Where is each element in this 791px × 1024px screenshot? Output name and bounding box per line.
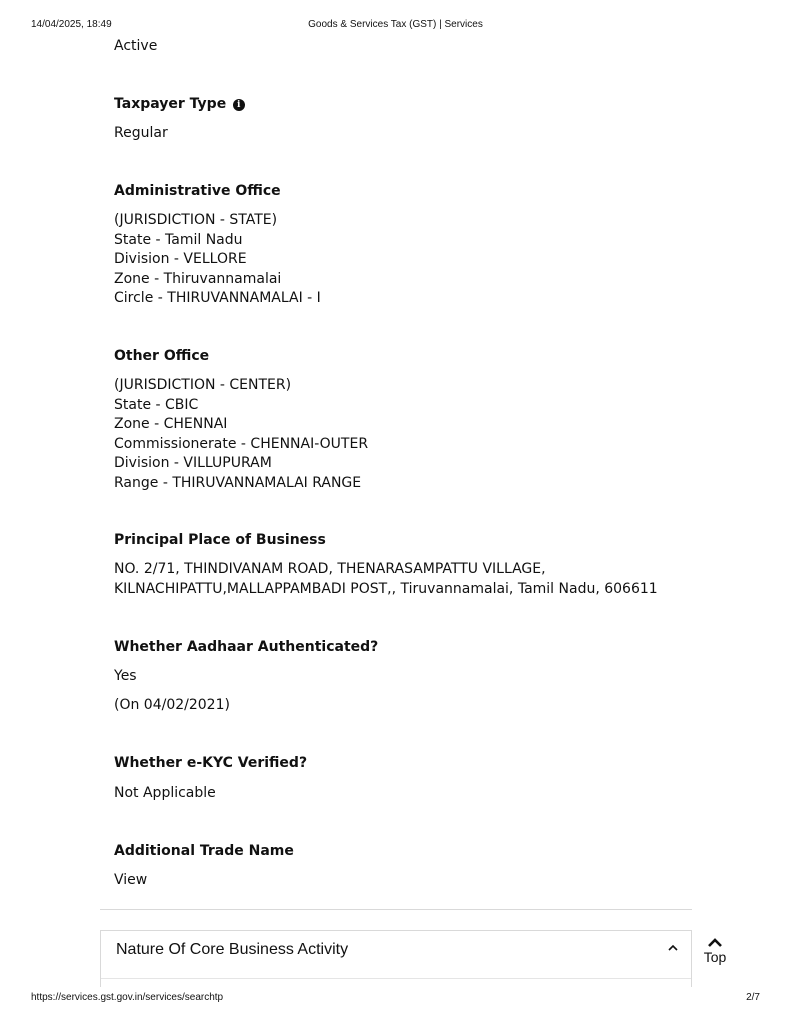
print-page-title: Goods & Services Tax (GST) | Services	[308, 19, 483, 30]
administrative-office-value	[114, 211, 714, 309]
other-office-value	[114, 376, 714, 493]
print-page-number: 2/7	[746, 992, 760, 1003]
admin-office-line: Zone - Thiruvannamalai	[114, 270, 282, 287]
status-value: Active	[114, 38, 158, 54]
panel-divider	[101, 978, 691, 979]
other-office-line: Zone - CHENNAI	[114, 416, 228, 432]
admin-office-line: State - Tamil Nadu	[114, 231, 243, 248]
chevron-up-icon[interactable]	[667, 943, 679, 953]
admin-office-line: (JURISDICTION - STATE)	[114, 212, 278, 228]
chevron-up-icon	[707, 938, 723, 948]
aadhaar-label: Whether Aadhaar Authenticated?	[114, 639, 379, 655]
print-url: https://services.gst.gov.in/services/searchtp	[31, 992, 224, 1003]
other-office-line: State - CBIC	[114, 396, 199, 413]
aadhaar-value: Yes	[114, 668, 137, 684]
trade-name-label: Additional Trade Name	[114, 843, 294, 859]
section-divider	[100, 909, 692, 910]
trade-name-view-link[interactable]: View	[114, 872, 148, 888]
print-datetime: 14/04/2025, 18:49	[31, 19, 112, 30]
other-office-line: Division - VILLUPURAM	[114, 455, 272, 471]
taxpayer-type-heading	[114, 95, 714, 115]
info-icon[interactable]: i	[233, 99, 245, 111]
taxpayer-type-value: Regular	[114, 125, 168, 141]
principal-place-label: Principal Place of Business	[114, 532, 326, 548]
other-office-line: Commissionerate - CHENNAI-OUTER	[114, 435, 369, 452]
admin-office-line: Division - VELLORE	[114, 251, 247, 267]
ekyc-label: Whether e-KYC Verified?	[114, 755, 308, 771]
ekyc-value: Not Applicable	[114, 785, 216, 801]
taxpayer-type-label: Taxpayer Type	[114, 96, 227, 112]
back-to-top-button[interactable]	[702, 938, 728, 965]
top-label: Top	[703, 949, 727, 965]
other-office-label: Other Office	[114, 348, 210, 364]
address-line: NO. 2/71, THINDIVANAM ROAD, THENARASAMPATTU VILLAGE,	[114, 561, 546, 577]
admin-office-line: Circle - THIRUVANNAMALAI - I	[114, 290, 321, 306]
address-line: KILNACHIPATTU,MALLAPPAMBADI POST,, Tiruvannamalai, Tamil Nadu, 606611	[114, 580, 658, 597]
core-business-activity-panel[interactable]	[100, 930, 692, 987]
other-office-line: (JURISDICTION - CENTER)	[114, 377, 292, 393]
other-office-line: Range - THIRUVANNAMALAI RANGE	[114, 474, 362, 491]
panel-title: Nature Of Core Business Activity	[116, 941, 349, 958]
principal-place-value	[114, 560, 714, 599]
aadhaar-date: (On 04/02/2021)	[114, 697, 230, 713]
administrative-office-label: Administrative Office	[114, 183, 281, 199]
